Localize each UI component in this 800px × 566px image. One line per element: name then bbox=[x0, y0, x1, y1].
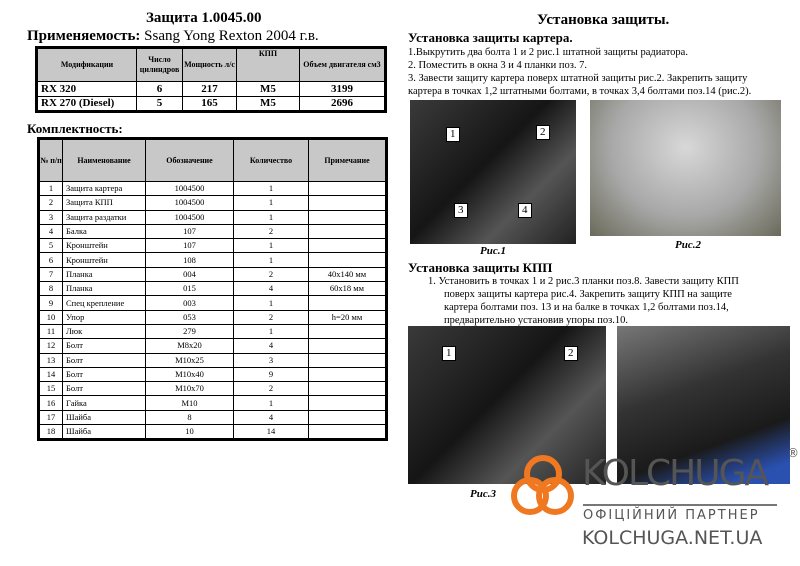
cell: 217 bbox=[183, 82, 237, 97]
table-row bbox=[37, 97, 386, 112]
cell bbox=[309, 324, 387, 338]
applicability-value: Ssang Yong Rexton 2004 г.в. bbox=[144, 28, 319, 44]
cell: 10 bbox=[146, 425, 234, 440]
logo-partner: ОФІЦІЙНИЙ ПАРТНЕР bbox=[583, 508, 760, 523]
cell: M5 bbox=[237, 97, 300, 112]
cell: Болт bbox=[63, 339, 146, 353]
cell: 9 bbox=[234, 367, 309, 381]
cell: Защита картера bbox=[63, 182, 146, 196]
cell: 2696 bbox=[300, 97, 386, 112]
cell: 6 bbox=[39, 253, 63, 267]
cell: Шайба bbox=[63, 425, 146, 440]
cell: 10 bbox=[39, 310, 63, 324]
table-row bbox=[39, 425, 387, 440]
col-header: Примечание bbox=[309, 139, 387, 182]
cell: RX 320 bbox=[37, 82, 137, 97]
cell bbox=[309, 210, 387, 224]
cell: 107 bbox=[146, 224, 234, 238]
cell bbox=[309, 382, 387, 396]
text-line: 2. Поместить в окна 3 и 4 планки поз. 7. bbox=[408, 60, 588, 71]
table-row bbox=[39, 196, 387, 210]
text-line: предварительно установив упоры поз.10. bbox=[444, 315, 628, 326]
table-row bbox=[39, 253, 387, 267]
cell: h=20 мм bbox=[309, 310, 387, 324]
cell: 107 bbox=[146, 239, 234, 253]
table-row bbox=[39, 224, 387, 238]
cell: 6 bbox=[137, 82, 183, 97]
marker-label: 1 bbox=[442, 346, 456, 361]
marker-label: 2 bbox=[536, 125, 550, 140]
cell: 40x140 мм bbox=[309, 267, 387, 281]
cell bbox=[309, 410, 387, 424]
figure-1-photo bbox=[410, 100, 576, 244]
cell: 2 bbox=[39, 196, 63, 210]
cell: 15 bbox=[39, 382, 63, 396]
figure-3-caption: Рис.3 bbox=[470, 488, 496, 500]
cell: 279 bbox=[146, 324, 234, 338]
cell: 1 bbox=[234, 253, 309, 267]
col-header: № п/п bbox=[39, 139, 63, 182]
table-row bbox=[39, 267, 387, 281]
cell: 18 bbox=[39, 425, 63, 440]
cell bbox=[309, 367, 387, 381]
logo-brand: KOLCHUGA bbox=[582, 453, 768, 494]
text-line: картера в точках 1,2 штатными болтами, в точках 3,4 болтами поз.14 (рис.2). bbox=[408, 86, 752, 97]
cell: 12 bbox=[39, 339, 63, 353]
cell: M5 bbox=[237, 82, 300, 97]
cell: 1 bbox=[234, 296, 309, 310]
cell: 7 bbox=[39, 267, 63, 281]
cell: 17 bbox=[39, 410, 63, 424]
col-header: Объем двигателя см3 bbox=[300, 48, 386, 82]
cell: M8x20 bbox=[146, 339, 234, 353]
cell: 1 bbox=[234, 239, 309, 253]
table-row bbox=[37, 82, 386, 97]
figure-2-photo bbox=[590, 100, 781, 236]
cell: Гайка bbox=[63, 396, 146, 410]
applicability-label: Применяемость: bbox=[27, 28, 141, 44]
cell: 4 bbox=[234, 410, 309, 424]
cell: 1004500 bbox=[146, 210, 234, 224]
cell: 3199 bbox=[300, 82, 386, 97]
cell bbox=[309, 239, 387, 253]
marker-label: 3 bbox=[454, 203, 468, 218]
col-header: Число цилиндров bbox=[137, 48, 183, 82]
text-line: картера болтами поз. 13 и на балке в точках 1,2 болтами поз.14, bbox=[444, 302, 729, 313]
kit-label: Комплектность: bbox=[27, 121, 123, 136]
cell: Спец крепление bbox=[63, 296, 146, 310]
section-crankcase-text bbox=[408, 46, 751, 98]
cell: M10 bbox=[146, 396, 234, 410]
cell: 14 bbox=[39, 367, 63, 381]
cell: 2 bbox=[234, 382, 309, 396]
install-title: Установка защиты. bbox=[537, 12, 670, 28]
cell: 003 bbox=[146, 296, 234, 310]
cell: 5 bbox=[137, 97, 183, 112]
kolchuga-logo bbox=[508, 446, 800, 552]
text-line: 1.Выкрутить два болта 1 и 2 рис.1 штатной защиты радиатора. bbox=[408, 47, 688, 58]
cell: Кронштейн bbox=[63, 253, 146, 267]
cell: 8 bbox=[146, 410, 234, 424]
text-line: 3. Завести защиту картера поверх штатной защиты рис.2. Закрепить защиту bbox=[408, 73, 748, 84]
cell bbox=[309, 196, 387, 210]
logo-registered: ® bbox=[787, 446, 799, 460]
cell: 16 bbox=[39, 396, 63, 410]
cell: 1 bbox=[234, 210, 309, 224]
kit-table bbox=[37, 137, 388, 441]
table-row bbox=[39, 282, 387, 296]
cell: 3 bbox=[39, 210, 63, 224]
cell: 1004500 bbox=[146, 196, 234, 210]
rings-logo-icon bbox=[508, 452, 578, 522]
cell bbox=[309, 396, 387, 410]
section-gearbox-title: Установка защиты КПП bbox=[408, 260, 553, 275]
cell: 165 bbox=[183, 97, 237, 112]
figure-1-caption: Рис.1 bbox=[480, 245, 506, 257]
cell: Болт bbox=[63, 382, 146, 396]
cell: Кронштейн bbox=[63, 239, 146, 253]
cell: Балка bbox=[63, 224, 146, 238]
cell: Защита КПП bbox=[63, 196, 146, 210]
section-crankcase-title: Установка защиты картера. bbox=[408, 30, 573, 45]
cell: 60x18 мм bbox=[309, 282, 387, 296]
col-header: КПП bbox=[237, 48, 300, 82]
text-line: поверх защиты картера рис.4. Закрепить защиту КПП на защите bbox=[444, 289, 732, 300]
cell: 108 bbox=[146, 253, 234, 267]
cell: Защита раздатки bbox=[63, 210, 146, 224]
figure-2-caption: Рис.2 bbox=[675, 239, 701, 251]
marker-label: 1 bbox=[446, 127, 460, 142]
table-row bbox=[39, 410, 387, 424]
logo-site: KOLCHUGA.NET.UA bbox=[582, 527, 763, 549]
doc-title: Защита 1.0045.00 bbox=[146, 10, 262, 26]
cell: Планка bbox=[63, 282, 146, 296]
cell bbox=[309, 253, 387, 267]
table-row bbox=[39, 382, 387, 396]
cell: 1004500 bbox=[146, 182, 234, 196]
col-header: Наименование bbox=[63, 139, 146, 182]
marker-label: 2 bbox=[564, 346, 578, 361]
cell: 1 bbox=[39, 182, 63, 196]
cell: 1 bbox=[234, 324, 309, 338]
cell: M10x40 bbox=[146, 367, 234, 381]
cell: 2 bbox=[234, 310, 309, 324]
cell bbox=[309, 339, 387, 353]
cell: 14 bbox=[234, 425, 309, 440]
table-row bbox=[39, 296, 387, 310]
table-row bbox=[39, 210, 387, 224]
cell: Люк bbox=[63, 324, 146, 338]
cell: 1 bbox=[234, 182, 309, 196]
cell: 4 bbox=[234, 339, 309, 353]
cell: 2 bbox=[234, 267, 309, 281]
logo-divider bbox=[583, 504, 777, 506]
cell: RX 270 (Diesel) bbox=[37, 97, 137, 112]
cell: 2 bbox=[234, 224, 309, 238]
cell bbox=[309, 353, 387, 367]
table-row bbox=[39, 339, 387, 353]
cell: Планка bbox=[63, 267, 146, 281]
table-row bbox=[39, 324, 387, 338]
col-header: Мощность л/с bbox=[183, 48, 237, 82]
modifications-table bbox=[35, 46, 387, 113]
applicability bbox=[27, 28, 319, 45]
cell: 8 bbox=[39, 282, 63, 296]
cell bbox=[309, 425, 387, 440]
table-row bbox=[39, 367, 387, 381]
cell: 015 bbox=[146, 282, 234, 296]
cell: 13 bbox=[39, 353, 63, 367]
cell: 1 bbox=[234, 396, 309, 410]
cell: M10x70 bbox=[146, 382, 234, 396]
cell: 3 bbox=[234, 353, 309, 367]
col-header: Модификации bbox=[37, 48, 137, 82]
cell: 9 bbox=[39, 296, 63, 310]
table-row bbox=[39, 182, 387, 196]
table-row bbox=[39, 239, 387, 253]
cell bbox=[309, 182, 387, 196]
text-line: 1. Установить в точках 1 и 2 рис.3 планки поз.8. Завести защиту КПП bbox=[428, 276, 739, 287]
cell: 11 bbox=[39, 324, 63, 338]
marker-label: 4 bbox=[518, 203, 532, 218]
cell: 4 bbox=[234, 282, 309, 296]
cell: 5 bbox=[39, 239, 63, 253]
table-row bbox=[39, 396, 387, 410]
cell: 053 bbox=[146, 310, 234, 324]
cell bbox=[309, 224, 387, 238]
cell: Шайба bbox=[63, 410, 146, 424]
col-header: Количество bbox=[234, 139, 309, 182]
col-header: Обозначение bbox=[146, 139, 234, 182]
cell: Болт bbox=[63, 367, 146, 381]
cell: Упор bbox=[63, 310, 146, 324]
table-row bbox=[39, 310, 387, 324]
table-row bbox=[39, 353, 387, 367]
cell: 1 bbox=[234, 196, 309, 210]
cell: 004 bbox=[146, 267, 234, 281]
section-gearbox-text bbox=[428, 275, 739, 327]
cell: Болт bbox=[63, 353, 146, 367]
cell bbox=[309, 296, 387, 310]
cell: M10x25 bbox=[146, 353, 234, 367]
cell: 4 bbox=[39, 224, 63, 238]
